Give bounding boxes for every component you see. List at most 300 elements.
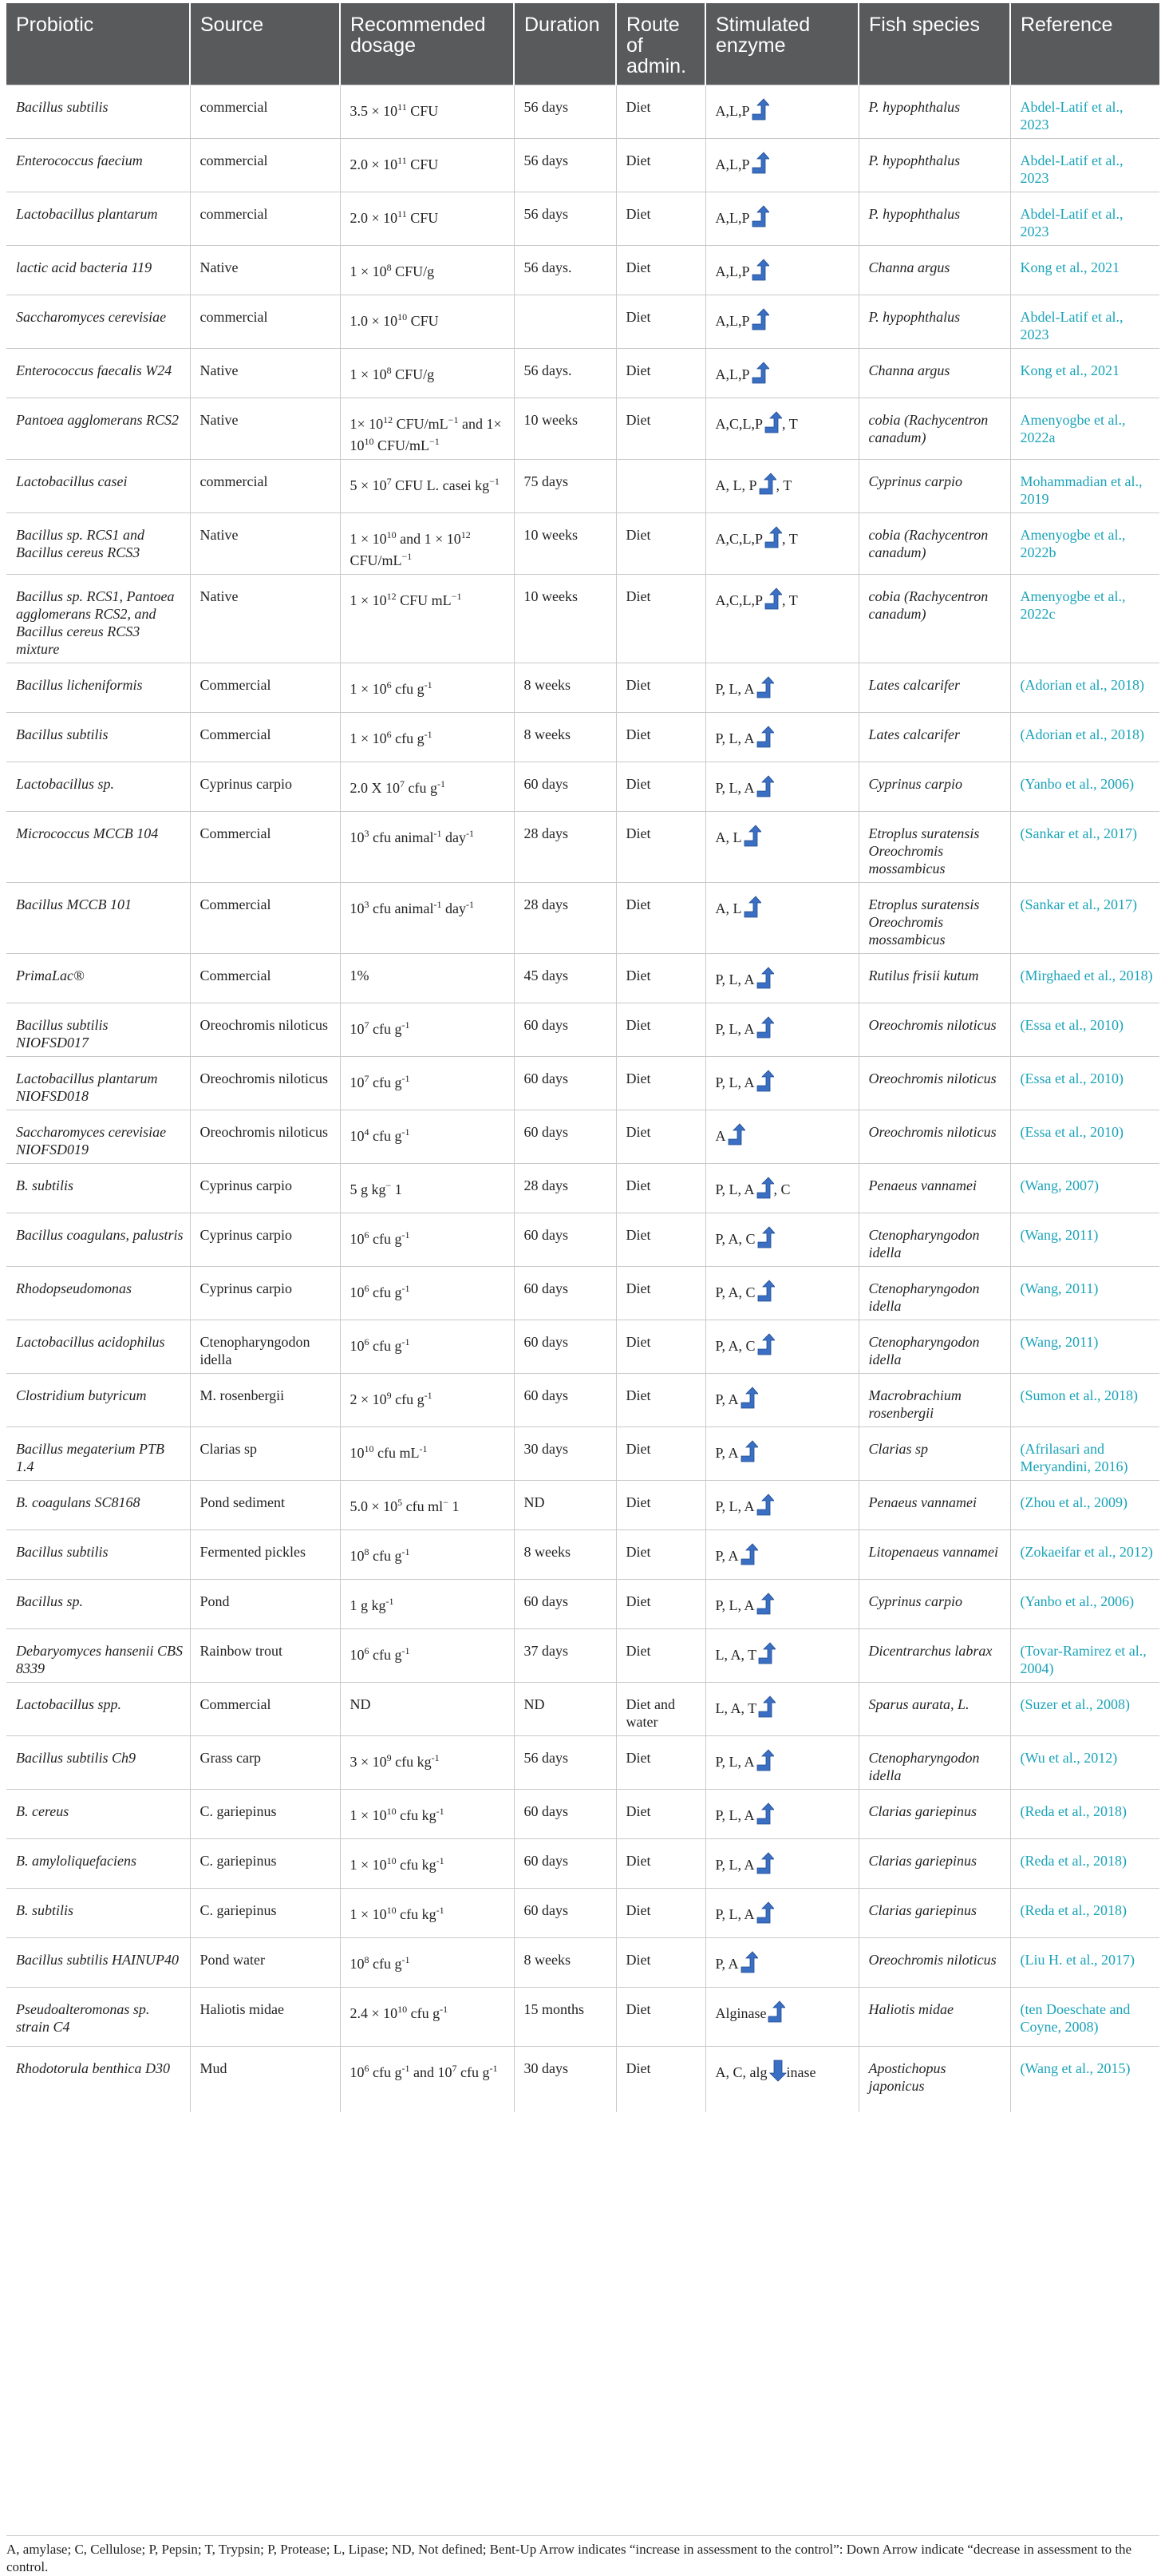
dosage-cell: $1 \times 10^6$ cfu $g^{-1}$	[340, 713, 514, 762]
table-row	[6, 575, 1159, 663]
enzyme-label: A	[715, 1128, 726, 1144]
route-cell: Diet	[616, 1427, 705, 1481]
enzyme-cell	[705, 762, 859, 812]
dosage-cell: $1 \times 10^{10}$ cfu $kg^{-1}$	[340, 1889, 514, 1938]
header-probiotic: Probiotic	[6, 3, 190, 85]
table-row	[6, 192, 1159, 246]
species-cell: Penaeus vannamei	[859, 1164, 1010, 1213]
source-cell: Pond	[190, 1580, 340, 1629]
dosage-cell: 1 g $kg^{-1}$	[340, 1580, 514, 1629]
route-cell: Diet	[616, 954, 705, 1003]
enzyme-label: A, L	[715, 829, 742, 845]
route-cell: Diet	[616, 883, 705, 954]
bent-up-arrow-icon	[757, 1333, 775, 1355]
probiotic-cell: Bacillus licheniformis	[6, 663, 190, 713]
route-cell: Diet	[616, 349, 705, 398]
enzyme-cell	[705, 1213, 859, 1267]
species-cell: Ctenopharyngodon idella	[859, 1320, 1010, 1374]
bent-up-arrow-icon	[757, 1280, 775, 1302]
header-species: Fish species	[859, 3, 1010, 85]
reference-cell[interactable]: (Essa et al., 2010)	[1010, 1003, 1159, 1057]
enzyme-label: P, L, A	[715, 1807, 755, 1823]
reference-cell[interactable]: (Wang et al., 2015)	[1010, 2047, 1159, 2112]
route-cell: Diet	[616, 1164, 705, 1213]
enzyme-suffix: , T	[776, 477, 792, 493]
route-cell: Diet	[616, 1839, 705, 1889]
enzyme-cell	[705, 1736, 859, 1790]
enzyme-label: A,C,L,P	[715, 531, 764, 547]
source-cell: Commercial	[190, 1683, 340, 1736]
dosage-cell: $10^3$ cfu animal$^{-1}$ day$^{-1}$	[340, 883, 514, 954]
dosage-cell: $1 \times 10^{10}$ cfu $kg^{-1}$	[340, 1839, 514, 1889]
bent-up-arrow-icon	[756, 1494, 774, 1516]
duration-cell: 37 days	[514, 1629, 616, 1683]
species-cell: Cyprinus carpio	[859, 460, 1010, 513]
table-row	[6, 1736, 1159, 1790]
probiotics-table	[6, 3, 1159, 2112]
species-cell: Haliotis midae	[859, 1988, 1010, 2047]
duration-cell: 60 days	[514, 1267, 616, 1320]
bent-up-arrow-icon	[756, 967, 774, 989]
enzyme-cell	[705, 1988, 859, 2047]
enzyme-label: P, A, C	[715, 1284, 756, 1300]
probiotic-cell: Bacillus subtilis	[6, 85, 190, 139]
probiotic-cell: Bacillus subtilis	[6, 1530, 190, 1580]
enzyme-label: A,C,L,P	[715, 592, 764, 608]
table-row	[6, 1988, 1159, 2047]
table-row	[6, 2047, 1159, 2112]
table-row	[6, 295, 1159, 349]
duration-cell: 30 days	[514, 1427, 616, 1481]
species-cell: Cyprinus carpio	[859, 762, 1010, 812]
probiotic-cell: Rhodopseudomonas	[6, 1267, 190, 1320]
route-cell: Diet	[616, 85, 705, 139]
enzyme-label: P, L, A	[715, 681, 755, 697]
enzyme-cell	[705, 1427, 859, 1481]
reference-cell[interactable]: (Sankar et al., 2017)	[1010, 883, 1159, 954]
duration-cell: 56 days	[514, 139, 616, 192]
bent-up-arrow-icon	[744, 825, 761, 847]
route-cell: Diet	[616, 713, 705, 762]
enzyme-cell	[705, 1164, 859, 1213]
bent-up-arrow-icon	[752, 362, 769, 384]
species-cell: P. hypophthalus	[859, 139, 1010, 192]
probiotic-cell: B. subtilis	[6, 1164, 190, 1213]
enzyme-label: P, L, A	[715, 780, 755, 796]
probiotic-cell: PrimaLac®	[6, 954, 190, 1003]
species-cell: Cyprinus carpio	[859, 1580, 1010, 1629]
route-cell: Diet	[616, 1736, 705, 1790]
route-cell: Diet	[616, 1057, 705, 1110]
reference-cell[interactable]: (Reda et al., 2018)	[1010, 1889, 1159, 1938]
probiotic-cell: Saccharomyces cerevisiae	[6, 295, 190, 349]
species-cell: Clarias gariepinus	[859, 1889, 1010, 1938]
enzyme-cell	[705, 1629, 859, 1683]
duration-cell: 60 days	[514, 1213, 616, 1267]
reference-cell[interactable]: (Sankar et al., 2017)	[1010, 812, 1159, 883]
dosage-cell: $2.0 \times 10^{11}$ CFU	[340, 139, 514, 192]
header-source: Source	[190, 3, 340, 85]
reference-cell[interactable]: (Wang, 2011)	[1010, 1267, 1159, 1320]
reference-cell[interactable]: (Zhou et al., 2009)	[1010, 1481, 1159, 1530]
route-cell: Diet	[616, 812, 705, 883]
reference-cell[interactable]: Abdel-Latif et al., 2023	[1010, 85, 1159, 139]
dosage-cell: $1 \times 10^{10}$ and $1 \times 10^{12}$ CFU/$mL^{-1}$	[340, 513, 514, 575]
table-row	[6, 1839, 1159, 1889]
bent-up-arrow-icon	[756, 1593, 774, 1615]
reference-cell[interactable]: (Yanbo et al., 2006)	[1010, 762, 1159, 812]
bent-up-arrow-icon	[740, 1543, 758, 1565]
species-cell: Litopenaeus vannamei	[859, 1530, 1010, 1580]
enzyme-suffix: inase	[786, 2064, 816, 2080]
table-row	[6, 1629, 1159, 1683]
species-cell: Ctenopharyngodon idella	[859, 1213, 1010, 1267]
dosage-cell: $1.0 \times 10^{10}$ CFU	[340, 295, 514, 349]
duration-cell: 60 days	[514, 1839, 616, 1889]
duration-cell: 30 days	[514, 2047, 616, 2112]
source-cell: commercial	[190, 460, 340, 513]
route-cell: Diet	[616, 1938, 705, 1988]
enzyme-label: P, L, A	[715, 1857, 755, 1873]
route-cell: Diet	[616, 1320, 705, 1374]
probiotic-cell: Bacillus megaterium PTB 1.4	[6, 1427, 190, 1481]
route-cell: Diet	[616, 295, 705, 349]
duration-cell: 60 days	[514, 1374, 616, 1427]
dosage-cell: $10^4$ cfu $g^{-1}$	[340, 1110, 514, 1164]
probiotic-cell: Bacillus subtilis NIOFSD017	[6, 1003, 190, 1057]
source-cell: Commercial	[190, 954, 340, 1003]
source-cell: Ctenopharyngodon idella	[190, 1320, 340, 1374]
species-cell: Channa argus	[859, 349, 1010, 398]
enzyme-label: P, A, C	[715, 1231, 756, 1247]
down-arrow-icon	[769, 2060, 787, 2082]
probiotic-cell: Bacillus sp. RCS1, Pantoea agglomerans RCS2, and Bacillus cereus RCS3 mixture	[6, 575, 190, 663]
enzyme-cell	[705, 1320, 859, 1374]
duration-cell: 60 days	[514, 762, 616, 812]
source-cell: Pond sediment	[190, 1481, 340, 1530]
source-cell: Cyprinus carpio	[190, 1213, 340, 1267]
bent-up-arrow-icon	[756, 1749, 774, 1771]
duration-cell: 75 days	[514, 460, 616, 513]
table-row	[6, 812, 1159, 883]
source-cell: Oreochromis niloticus	[190, 1057, 340, 1110]
enzyme-cell	[705, 1683, 859, 1736]
enzyme-label: A,L,P	[715, 263, 750, 279]
dosage-cell: $2.0 \times 10^{11}$ CFU	[340, 192, 514, 246]
reference-cell[interactable]: Kong et al., 2021	[1010, 246, 1159, 295]
table-row	[6, 1427, 1159, 1481]
source-cell: Cyprinus carpio	[190, 1164, 340, 1213]
bent-up-arrow-icon	[752, 205, 769, 228]
dosage-cell: $10^8$ cfu $g^{-1}$	[340, 1938, 514, 1988]
enzyme-suffix: , T	[782, 416, 798, 432]
enzyme-suffix: , T	[782, 592, 798, 608]
bent-up-arrow-icon	[752, 308, 769, 330]
source-cell: Commercial	[190, 883, 340, 954]
dosage-cell: $10^6$ cfu $g^{-1}$	[340, 1213, 514, 1267]
dosage-cell: 1%	[340, 954, 514, 1003]
table-row	[6, 663, 1159, 713]
reference-cell[interactable]: (Adorian et al., 2018)	[1010, 713, 1159, 762]
reference-cell[interactable]: (Liu H. et al., 2017)	[1010, 1938, 1159, 1988]
reference-cell[interactable]: (Essa et al., 2010)	[1010, 1057, 1159, 1110]
duration-cell: ND	[514, 1683, 616, 1736]
duration-cell: 60 days	[514, 1580, 616, 1629]
enzyme-label: P, L, A	[715, 1021, 755, 1037]
probiotic-cell: Lactobacillus acidophilus	[6, 1320, 190, 1374]
probiotic-cell: B. subtilis	[6, 1889, 190, 1938]
route-cell: Diet	[616, 1629, 705, 1683]
probiotic-cell: Micrococcus MCCB 104	[6, 812, 190, 883]
table-row	[6, 1481, 1159, 1530]
species-cell: Lates calcarifer	[859, 713, 1010, 762]
enzyme-cell	[705, 1938, 859, 1988]
table-row	[6, 1374, 1159, 1427]
duration-cell: 60 days	[514, 1110, 616, 1164]
duration-cell: 10 weeks	[514, 575, 616, 663]
table-row	[6, 1003, 1159, 1057]
dosage-cell: ND	[340, 1683, 514, 1736]
duration-cell: 8 weeks	[514, 713, 616, 762]
table-row	[6, 762, 1159, 812]
route-cell: Diet and water	[616, 1683, 705, 1736]
duration-cell: 8 weeks	[514, 1530, 616, 1580]
route-cell: Diet	[616, 513, 705, 575]
enzyme-label: P, A	[715, 1445, 739, 1461]
enzyme-suffix: , T	[782, 531, 798, 547]
species-cell: Penaeus vannamei	[859, 1481, 1010, 1530]
reference-cell[interactable]: (ten Doeschate and Coyne, 2008)	[1010, 1988, 1159, 2047]
source-cell: Commercial	[190, 812, 340, 883]
probiotic-cell: Enterococcus faecium	[6, 139, 190, 192]
bent-up-arrow-icon	[768, 2000, 785, 2023]
probiotic-cell: B. cereus	[6, 1790, 190, 1839]
table-row	[6, 139, 1159, 192]
reference-cell[interactable]: Abdel-Latif et al., 2023	[1010, 192, 1159, 246]
reference-cell[interactable]: (Yanbo et al., 2006)	[1010, 1580, 1159, 1629]
source-cell: Rainbow trout	[190, 1629, 340, 1683]
route-cell: Diet	[616, 1790, 705, 1839]
reference-cell[interactable]: (Wang, 2007)	[1010, 1164, 1159, 1213]
enzyme-cell	[705, 1530, 859, 1580]
reference-cell[interactable]: (Essa et al., 2010)	[1010, 1110, 1159, 1164]
duration-cell: 10 weeks	[514, 513, 616, 575]
source-cell: commercial	[190, 295, 340, 349]
enzyme-cell	[705, 663, 859, 713]
reference-cell[interactable]: (Reda et al., 2018)	[1010, 1839, 1159, 1889]
source-cell: Commercial	[190, 663, 340, 713]
species-cell: Oreochromis niloticus	[859, 1110, 1010, 1164]
reference-cell[interactable]: (Wu et al., 2012)	[1010, 1736, 1159, 1790]
enzyme-cell	[705, 1057, 859, 1110]
enzyme-cell	[705, 1790, 859, 1839]
table-row	[6, 883, 1159, 954]
route-cell: Diet	[616, 575, 705, 663]
reference-cell[interactable]: (Tovar-Ramirez et al., 2004)	[1010, 1629, 1159, 1683]
reference-cell[interactable]: (Afrilasari and Meryandini, 2016)	[1010, 1427, 1159, 1481]
reference-cell[interactable]: Amenyogbe et al., 2022a	[1010, 398, 1159, 460]
source-cell: Pond water	[190, 1938, 340, 1988]
reference-cell[interactable]: (Adorian et al., 2018)	[1010, 663, 1159, 713]
dosage-cell: $1 \times 10^6$ cfu $g^{-1}$	[340, 663, 514, 713]
dosage-cell: $1 \times 10^8$ CFU/g	[340, 349, 514, 398]
reference-cell[interactable]: (Zokaeifar et al., 2012)	[1010, 1530, 1159, 1580]
bent-up-arrow-icon	[740, 1440, 758, 1462]
route-cell: Diet	[616, 1213, 705, 1267]
duration-cell: 56 days	[514, 1736, 616, 1790]
reference-cell[interactable]: (Sumon et al., 2018)	[1010, 1374, 1159, 1427]
table-row	[6, 1530, 1159, 1580]
species-cell: Channa argus	[859, 246, 1010, 295]
probiotic-cell: Bacillus subtilis	[6, 713, 190, 762]
duration-cell: 28 days	[514, 1164, 616, 1213]
probiotic-cell: lactic acid bacteria 119	[6, 246, 190, 295]
duration-cell: 28 days	[514, 812, 616, 883]
route-cell: Diet	[616, 139, 705, 192]
table-row	[6, 954, 1159, 1003]
source-cell: Grass carp	[190, 1736, 340, 1790]
route-cell: Diet	[616, 1110, 705, 1164]
enzyme-label: P, L, A	[715, 1498, 755, 1514]
enzyme-cell	[705, 85, 859, 139]
species-cell: Oreochromis niloticus	[859, 1003, 1010, 1057]
species-cell: Macrobrachium rosenbergii	[859, 1374, 1010, 1427]
dosage-cell: 5 g kg− 1	[340, 1164, 514, 1213]
species-cell: Rutilus frisii kutum	[859, 954, 1010, 1003]
species-cell: Clarias gariepinus	[859, 1790, 1010, 1839]
duration-cell: 60 days	[514, 1057, 616, 1110]
probiotic-cell: Bacillus subtilis Ch9	[6, 1736, 190, 1790]
route-cell: Diet	[616, 1988, 705, 2047]
reference-cell[interactable]: (Wang, 2011)	[1010, 1320, 1159, 1374]
enzyme-label: P, A	[715, 1548, 739, 1564]
reference-cell[interactable]: Amenyogbe et al., 2022b	[1010, 513, 1159, 575]
table-header-row	[6, 3, 1159, 85]
route-cell: Diet	[616, 246, 705, 295]
probiotic-cell: Clostridium butyricum	[6, 1374, 190, 1427]
enzyme-cell	[705, 2047, 859, 2112]
species-cell: P. hypophthalus	[859, 295, 1010, 349]
source-cell: Native	[190, 349, 340, 398]
enzyme-cell	[705, 398, 859, 460]
reference-cell[interactable]: (Wang, 2011)	[1010, 1213, 1159, 1267]
duration-cell: 45 days	[514, 954, 616, 1003]
reference-cell[interactable]: Mohammadian et al., 2019	[1010, 460, 1159, 513]
probiotic-cell: Bacillus coagulans, palustris	[6, 1213, 190, 1267]
dosage-cell: $5.0 \times 10^5$ cfu ml− 1	[340, 1481, 514, 1530]
bent-up-arrow-icon	[756, 1070, 774, 1092]
bent-up-arrow-icon	[764, 588, 782, 610]
source-cell: M. rosenbergii	[190, 1374, 340, 1427]
source-cell: Cyprinus carpio	[190, 1267, 340, 1320]
species-cell: Apostichopus japonicus	[859, 2047, 1010, 2112]
species-cell: cobia (Rachycentron canadum)	[859, 575, 1010, 663]
duration-cell: 56 days.	[514, 246, 616, 295]
probiotic-cell: Enterococcus faecalis W24	[6, 349, 190, 398]
reference-cell[interactable]: (Reda et al., 2018)	[1010, 1790, 1159, 1839]
reference-cell[interactable]: (Suzer et al., 2008)	[1010, 1683, 1159, 1736]
probiotic-cell: B. amyloliquefaciens	[6, 1839, 190, 1889]
enzyme-cell	[705, 575, 859, 663]
bent-up-arrow-icon	[740, 1951, 758, 1973]
source-cell: commercial	[190, 85, 340, 139]
enzyme-cell	[705, 812, 859, 883]
reference-cell[interactable]: Amenyogbe et al., 2022c	[1010, 575, 1159, 663]
species-cell: Clarias sp	[859, 1427, 1010, 1481]
enzyme-cell	[705, 246, 859, 295]
enzyme-cell	[705, 460, 859, 513]
duration-cell: 8 weeks	[514, 663, 616, 713]
species-cell: Clarias gariepinus	[859, 1839, 1010, 1889]
enzyme-label: P, L, A	[715, 1597, 755, 1613]
duration-cell: 56 days.	[514, 349, 616, 398]
probiotic-cell: Lactobacillus plantarum	[6, 192, 190, 246]
dosage-cell: 2.0 X $10^7$ cfu $g^{-1}$	[340, 762, 514, 812]
reference-cell[interactable]: Kong et al., 2021	[1010, 349, 1159, 398]
bent-up-arrow-icon	[756, 1177, 774, 1199]
enzyme-label: L, A, T	[715, 1647, 757, 1663]
route-cell: Diet	[616, 1267, 705, 1320]
table-row	[6, 1057, 1159, 1110]
bent-up-arrow-icon	[740, 1387, 758, 1409]
header-reference: Reference	[1010, 3, 1159, 85]
reference-cell[interactable]: (Mirghaed et al., 2018)	[1010, 954, 1159, 1003]
route-cell: Diet	[616, 1374, 705, 1427]
bent-up-arrow-icon	[752, 152, 769, 174]
bent-up-arrow-icon	[756, 676, 774, 698]
bent-up-arrow-icon	[752, 259, 769, 281]
reference-cell[interactable]: Abdel-Latif et al., 2023	[1010, 295, 1159, 349]
dosage-cell: $10^{10}$ cfu $mL^{-1}$	[340, 1427, 514, 1481]
species-cell: Ctenopharyngodon idella	[859, 1267, 1010, 1320]
route-cell: Diet	[616, 762, 705, 812]
source-cell: Native	[190, 575, 340, 663]
enzyme-label: P, L, A	[715, 1754, 755, 1770]
duration-cell: 56 days	[514, 85, 616, 139]
duration-cell	[514, 295, 616, 349]
enzyme-cell	[705, 883, 859, 954]
enzyme-label: P, L, A	[715, 1906, 755, 1922]
source-cell: Commercial	[190, 713, 340, 762]
dosage-cell: $1\times 10^{12}$ CFU/$mL^{-1}$ and $1\times 10^{10}$ CFU/$mL^{-1}$	[340, 398, 514, 460]
source-cell: Native	[190, 246, 340, 295]
bent-up-arrow-icon	[756, 775, 774, 797]
table-row	[6, 349, 1159, 398]
enzyme-label: P, L, A	[715, 1181, 755, 1197]
route-cell: Diet	[616, 1530, 705, 1580]
enzyme-cell	[705, 713, 859, 762]
enzyme-label: P, A	[715, 1956, 739, 1972]
reference-cell[interactable]: Abdel-Latif et al., 2023	[1010, 139, 1159, 192]
species-cell: Ctenopharyngodon idella	[859, 1736, 1010, 1790]
enzyme-label: A,L,P	[715, 103, 750, 119]
header-route: Route of admin.	[616, 3, 705, 85]
duration-cell: 15 months	[514, 1988, 616, 2047]
bent-up-arrow-icon	[756, 1901, 774, 1924]
source-cell: Cyprinus carpio	[190, 762, 340, 812]
dosage-cell: $1 \times 10^8$ CFU/g	[340, 246, 514, 295]
table-row	[6, 1267, 1159, 1320]
table-row	[6, 1213, 1159, 1267]
table-row	[6, 460, 1159, 513]
enzyme-label: P, A, C	[715, 1338, 756, 1354]
duration-cell: ND	[514, 1481, 616, 1530]
enzyme-label: P, L, A	[715, 730, 755, 746]
source-cell: Fermented pickles	[190, 1530, 340, 1580]
dosage-cell: $10^6$ cfu $g^{-1}$ and $10^7$ cfu $g^{-1}$	[340, 2047, 514, 2112]
source-cell: Mud	[190, 2047, 340, 2112]
probiotic-cell: Pseudoalteromonas sp. strain C4	[6, 1988, 190, 2047]
